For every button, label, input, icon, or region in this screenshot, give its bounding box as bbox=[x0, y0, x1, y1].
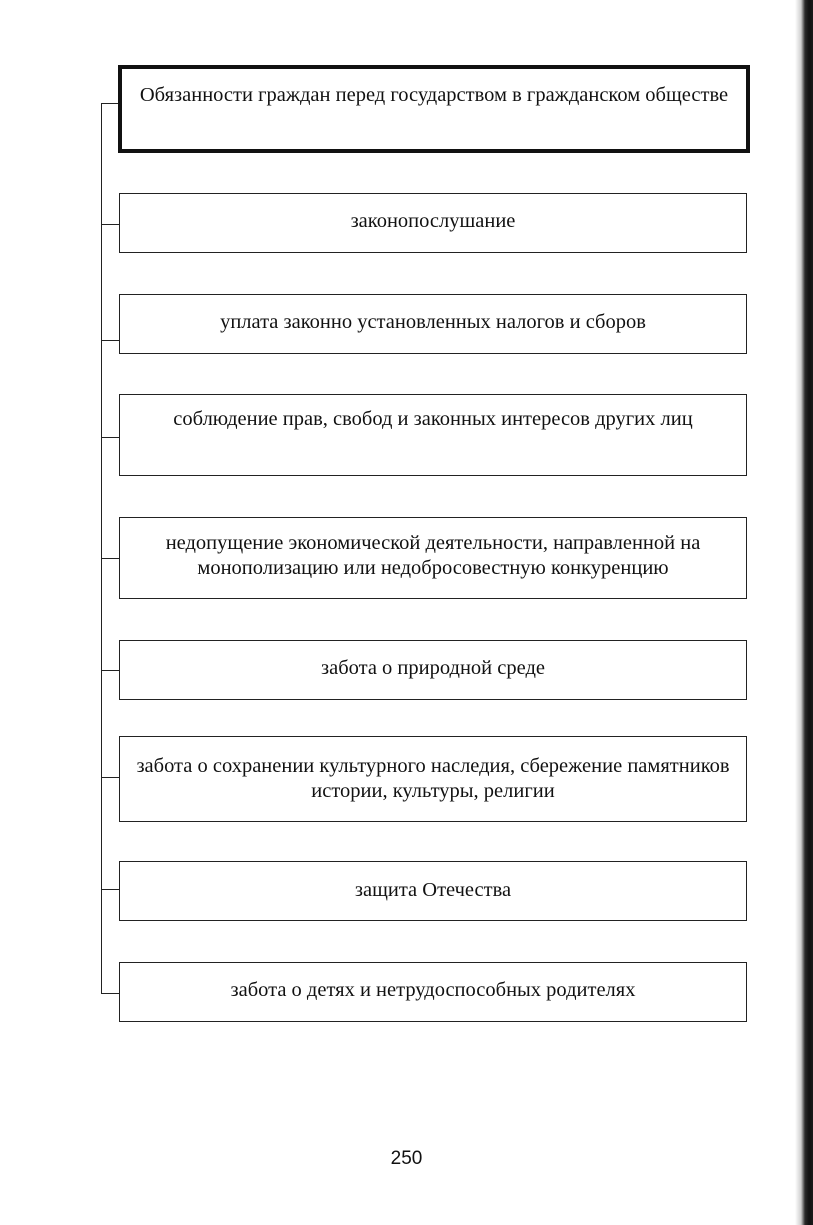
diagram-item-label: защита Отечества bbox=[354, 879, 512, 901]
diagram-item-label: соблюдение прав, свобод и законных интересов других лиц bbox=[173, 408, 693, 430]
diagram-item-box-3 bbox=[119, 394, 747, 476]
diagram-item-box-6 bbox=[119, 736, 747, 822]
page-edge-shadow bbox=[795, 0, 813, 1225]
diagram-item-box-1 bbox=[119, 193, 747, 253]
diagram-title: Обязанности граждан перед государством в гражданском обществе bbox=[139, 84, 729, 106]
diagram-item-label: уплата законно установленных налогов и сборов bbox=[220, 311, 646, 333]
diagram-spine-line bbox=[101, 103, 102, 993]
diagram-item-label: недопущение экономической деятельности, направленной на монополизацию или недобросовестную конкуренцию bbox=[165, 532, 701, 579]
diagram-item-box-7 bbox=[119, 861, 747, 921]
diagram-item-label: забота о сохранении культурного наследия, сбережение памятников истории, культуры, религии bbox=[136, 755, 730, 802]
diagram-item-box-4 bbox=[119, 517, 747, 599]
connector-item-5 bbox=[101, 670, 119, 671]
diagram-item-box-8 bbox=[119, 962, 747, 1022]
connector-item-4 bbox=[101, 558, 119, 559]
connector-item-1 bbox=[101, 224, 119, 225]
connector-item-8 bbox=[101, 993, 119, 994]
diagram-title-box bbox=[118, 65, 750, 153]
diagram-item-label: законопослушание bbox=[350, 210, 516, 232]
diagram-item-box-2 bbox=[119, 294, 747, 354]
connector-title bbox=[101, 103, 119, 104]
page-number: 250 bbox=[390, 1148, 423, 1169]
connector-item-3 bbox=[101, 437, 119, 438]
connector-item-6 bbox=[101, 777, 119, 778]
connector-item-2 bbox=[101, 340, 119, 341]
connector-item-7 bbox=[101, 889, 119, 890]
diagram-item-label: забота о детях и нетрудоспособных родителях bbox=[230, 979, 636, 1001]
diagram-item-label: забота о природной среде bbox=[321, 657, 545, 679]
diagram-item-box-5 bbox=[119, 640, 747, 700]
